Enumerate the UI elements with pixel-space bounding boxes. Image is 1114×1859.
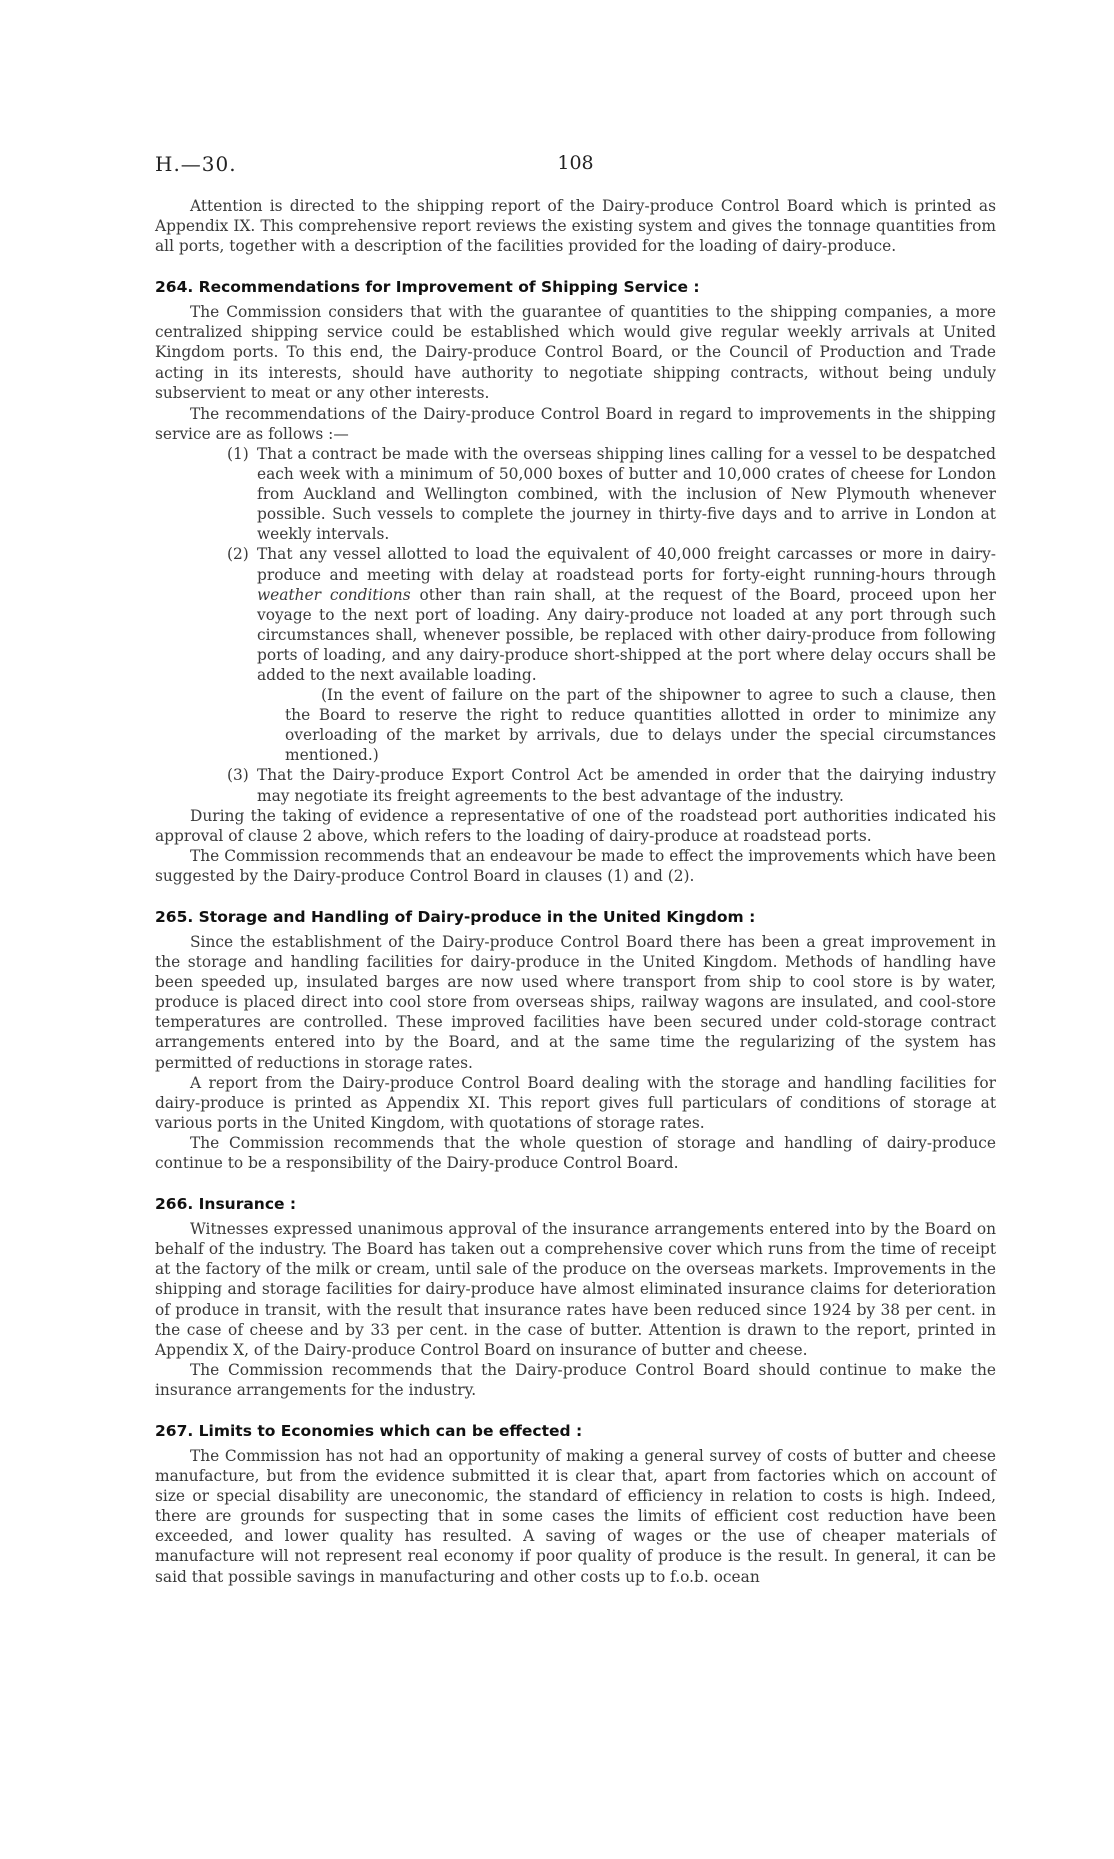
page-number: 108	[557, 152, 594, 174]
section-264	[155, 278, 996, 886]
section-heading-267: 267. Limits to Economies which can be effected :	[155, 1421, 583, 1440]
paragraph: Witnesses expressed unanimous approval of the insurance arrangements entered into by the Board on behalf of the industry. The Board has taken out a comprehensive cover which runs from the time of receipt at the factory of the milk or cream, until sale of the produce on the overseas markets. Improvements in the shipping and storage facilities for dairy-produce have almost eliminated insurance claims for deterioration of produce in transit, with the result that insurance rates have been reduced since 1924 by 38 per cent. in the case of cheese and by 33 per cent. in the case of butter. Attention is drawn to the report, printed in Appendix X, of the Dairy-produce Control Board on insurance of butter and cheese.	[155, 1220, 996, 1359]
text-run: other than rain shall, at the request of the Board, proceed upon her voyage to the next port of loading. Any dairy-produce not loaded at any port through such circumstances shall, whenever possible, be replaced with other dairy-produce from following ports of loading, and any dairy-produce short-shipped at the port where delay occurs shall be added to the next available loading.	[257, 585, 996, 684]
paragraph: The Commission recommends that an endeavour be made to effect the improvements which have been suggested by the Dairy-produce Control Board in clauses (1) and (2).	[155, 846, 996, 885]
section-heading-264: 264. Recommendations for Improvement of Shipping Service :	[155, 278, 700, 297]
paragraph: A report from the Dairy-produce Control Board dealing with the storage and handling facilities for dairy-produce is printed as Appendix XI. This report gives full particulars of conditions of storage at various ports in the United Kingdom, with quotations of storage rates.	[155, 1073, 996, 1132]
text-run: That any vessel allotted to load the equivalent of 40,000 freight carcasses or more in dairy-produce and meeting with delay at roadstead ports for forty-eight running-hours through	[257, 545, 996, 584]
list-number: (1)	[227, 444, 249, 463]
clause-note: (In the event of failure on the part of the shipowner to agree to such a clause, then the Board to reserve the right to reduce quantities allotted in order to minimize any overloading of the market by arrivals, due to delays under the special circumstances mentioned.)	[285, 686, 996, 765]
running-head	[155, 152, 996, 182]
paragraph: The Commission recommends that the Dairy-produce Control Board should continue to make the insurance arrangements for the industry.	[155, 1360, 996, 1399]
list-number: (2)	[227, 545, 249, 564]
list-item-1	[227, 444, 996, 544]
intro-paragraph: Attention is directed to the shipping report of the Dairy-produce Control Board which is printed as Appendix IX. This comprehensive report reviews the existing system and gives the tonnage quantities from all ports, together with a description of the facilities provided for the loading of dairy-produce.	[155, 197, 996, 256]
section-265	[155, 908, 996, 1173]
list-number: (3)	[227, 766, 249, 785]
list-item-2	[227, 544, 996, 685]
paragraph: During the taking of evidence a representative of one of the roadstead port authorities indicated his approval of clause 2 above, which refers to the loading of dairy-produce at roadstead ports.	[155, 806, 996, 845]
italic-text: weather conditions	[257, 585, 411, 604]
section-266	[155, 1195, 996, 1400]
list-text: That a contract be made with the overseas shipping lines calling for a vessel to be despatched each week with a minimum of 50,000 boxes of butter and 10,000 crates of cheese for London from Auckland and Wellington combined, with the inclusion of New Plymouth whenever possible. Such vessels to complete the journey in thirty-five days and to arrive in London at weekly intervals.	[257, 444, 996, 544]
section-heading-266: 266. Insurance :	[155, 1195, 297, 1214]
list-text	[257, 544, 996, 685]
section-267	[155, 1422, 996, 1587]
list-item-3	[227, 765, 996, 805]
paragraph: The Commission recommends that the whole question of storage and handling of dairy-produce continue to be a responsibility of the Dairy-produce Control Board.	[155, 1133, 996, 1173]
paragraph: The recommendations of the Dairy-produce Control Board in regard to improvements in the shipping service are as follows :—	[155, 404, 996, 443]
paragraph: The Commission considers that with the guarantee of quantities to the shipping companies, a more centralized shipping service could be established which would give regular weekly arrivals at United Kingdom ports. To this end, the Dairy-produce Control Board, or the Council of Production and Trade acting in its interests, should have authority to negotiate shipping contracts, without being unduly subservient to meat or any other interests.	[155, 303, 996, 402]
document-reference: H.—30.	[155, 152, 237, 176]
section-heading-265: 265. Storage and Handling of Dairy-produce in the United Kingdom :	[155, 908, 756, 926]
paragraph: Since the establishment of the Dairy-produce Control Board there has been a great improvement in the storage and handling facilities for dairy-produce in the United Kingdom. Methods of handling have been speeded up, insulated barges are now used where transport from ship to cool store is by water, produce is placed direct into cool store from overseas ships, railway wagons are insulated, and cool-store temperatures are controlled. These improved facilities have been secured under cold-storage contract arrangements entered into by the Board, and at the same time the regularizing of the system has permitted of reductions in storage rates.	[155, 933, 996, 1072]
paragraph: The Commission has not had an opportunity of making a general survey of costs of butter and cheese manufacture, but from the evidence submitted it is clear that, apart from factories which on account of size or special disability are uneconomic, the standard of efficiency in relation to costs is high. Indeed, there are grounds for suspecting that in some cases the limits of efficient cost reduction have been exceeded, and lower quality has resulted. A saving of wages or the use of cheaper materials of manufacture will not represent real economy if poor quality of produce is the result. In general, it can be said that possible savings in manufacturing and other costs up to f.o.b. ocean	[155, 1446, 996, 1586]
list-text: That the Dairy-produce Export Control Act be amended in order that the dairying industry may negotiate its freight agreements to the best advantage of the industry.	[257, 766, 996, 805]
